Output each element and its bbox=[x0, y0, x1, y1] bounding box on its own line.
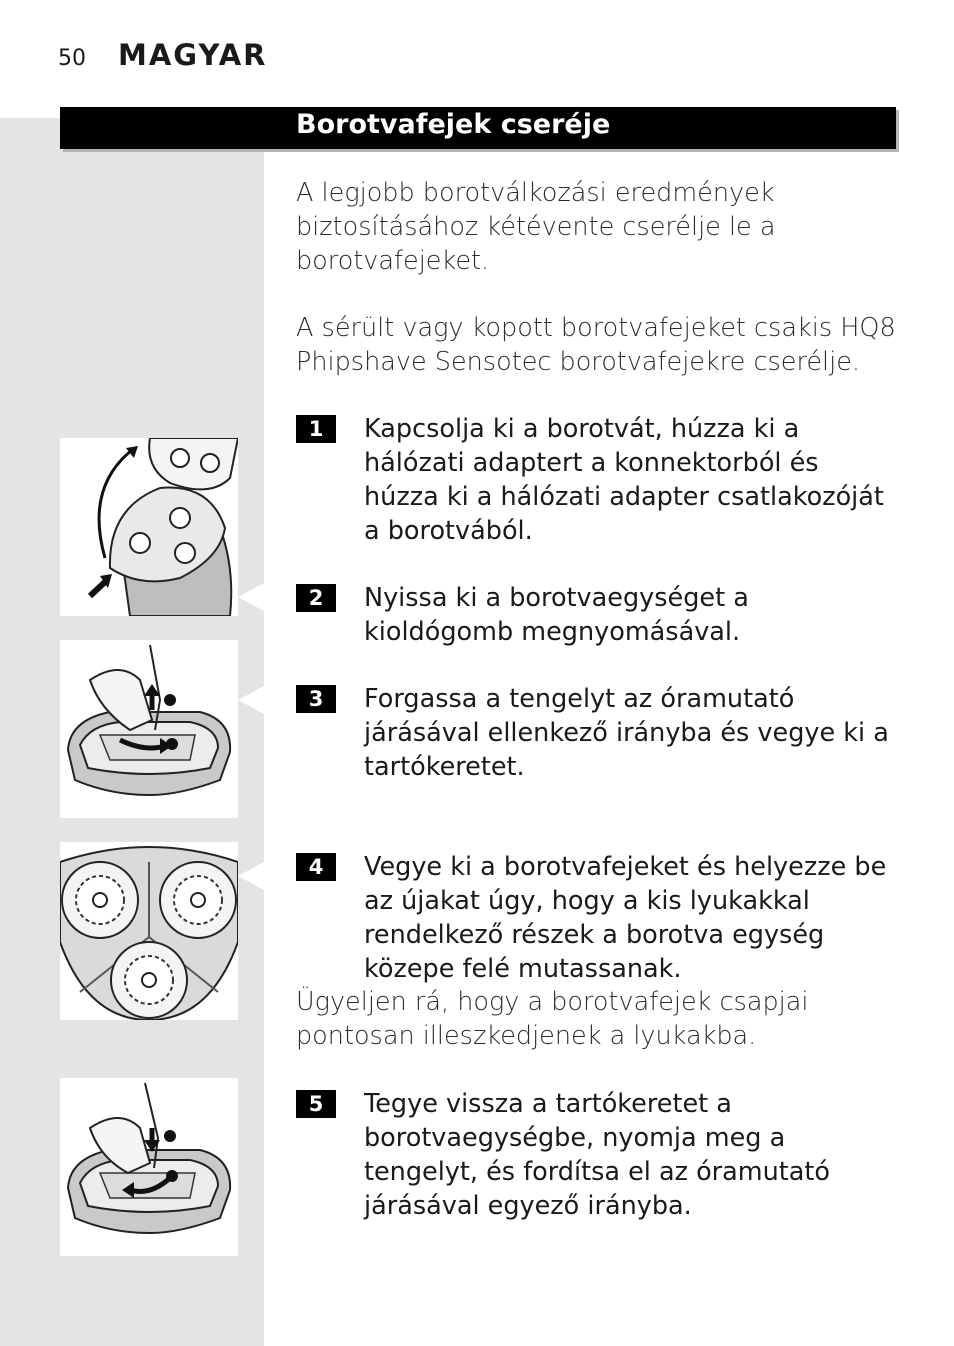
intro-paragraph-2: A sérült vagy kopott borotvafejeket csakis HQ8 Phipshave Sensotec borotvafejekre cserélje. bbox=[296, 313, 896, 377]
shaving-heads-illustration bbox=[60, 842, 238, 1020]
figure-shaving-heads bbox=[60, 842, 238, 1020]
step-text: Nyissa ki a borotvaegységet a kioldógomb megnyomásával. bbox=[364, 583, 749, 647]
step-number-badge: 3 bbox=[296, 685, 336, 713]
step-number-badge: 4 bbox=[296, 853, 336, 881]
section-title: Borotvafejek cseréje bbox=[296, 109, 611, 140]
shaver-open-illustration bbox=[60, 438, 238, 616]
step-text: Vegye ki a borotvafejeket és helyezze be az újakat úgy, hogy a kis lyukakkal rendelkező részek a borotva egység közepe felé mutassanak. bbox=[364, 852, 887, 984]
page-number: 50 bbox=[58, 46, 86, 71]
figure-remove-frame bbox=[60, 640, 238, 818]
step-number-badge: 1 bbox=[296, 415, 336, 443]
language-heading: MAGYAR bbox=[118, 38, 268, 72]
section-header-bar bbox=[60, 107, 896, 149]
frame-insertion-illustration bbox=[60, 1078, 238, 1256]
step-text: Tegye vissza a tartókeretet a borotvaegységbe, nyomja meg a tengelyt, és fordítsa el az óramutató járásával egyező irányba. bbox=[364, 1089, 831, 1221]
note-paragraph: Ügyeljen rá, hogy a borotvafejek csapjai pontosan illeszkedjenek a lyukakba. bbox=[296, 987, 809, 1051]
step-number-badge: 2 bbox=[296, 584, 336, 612]
step-text: Forgassa a tengelyt az óramutató járásával ellenkező irányba és vegye ki a tartókeretet. bbox=[364, 684, 889, 782]
figure-pointer bbox=[238, 686, 264, 714]
intro-paragraph-1: A legjobb borotválkozási eredmények biztosításához kétévente cserélje le a borotvafejeket. bbox=[296, 178, 776, 276]
frame-removal-illustration bbox=[60, 640, 238, 818]
figure-open-shaver bbox=[60, 438, 238, 616]
step-text: Kapcsolja ki a borotvát, húzza ki a hálózati adaptert a konnektorból és húzza ki a hálózati adapter csatlakozóját a borotvából. bbox=[364, 414, 884, 546]
shaving-head-right bbox=[160, 862, 236, 938]
shaving-head-left bbox=[62, 862, 138, 938]
figure-insert-frame bbox=[60, 1078, 238, 1256]
shaving-head-bottom bbox=[111, 942, 187, 1018]
figure-pointer bbox=[238, 862, 264, 890]
figure-pointer bbox=[238, 583, 264, 611]
step-number-badge: 5 bbox=[296, 1090, 336, 1118]
